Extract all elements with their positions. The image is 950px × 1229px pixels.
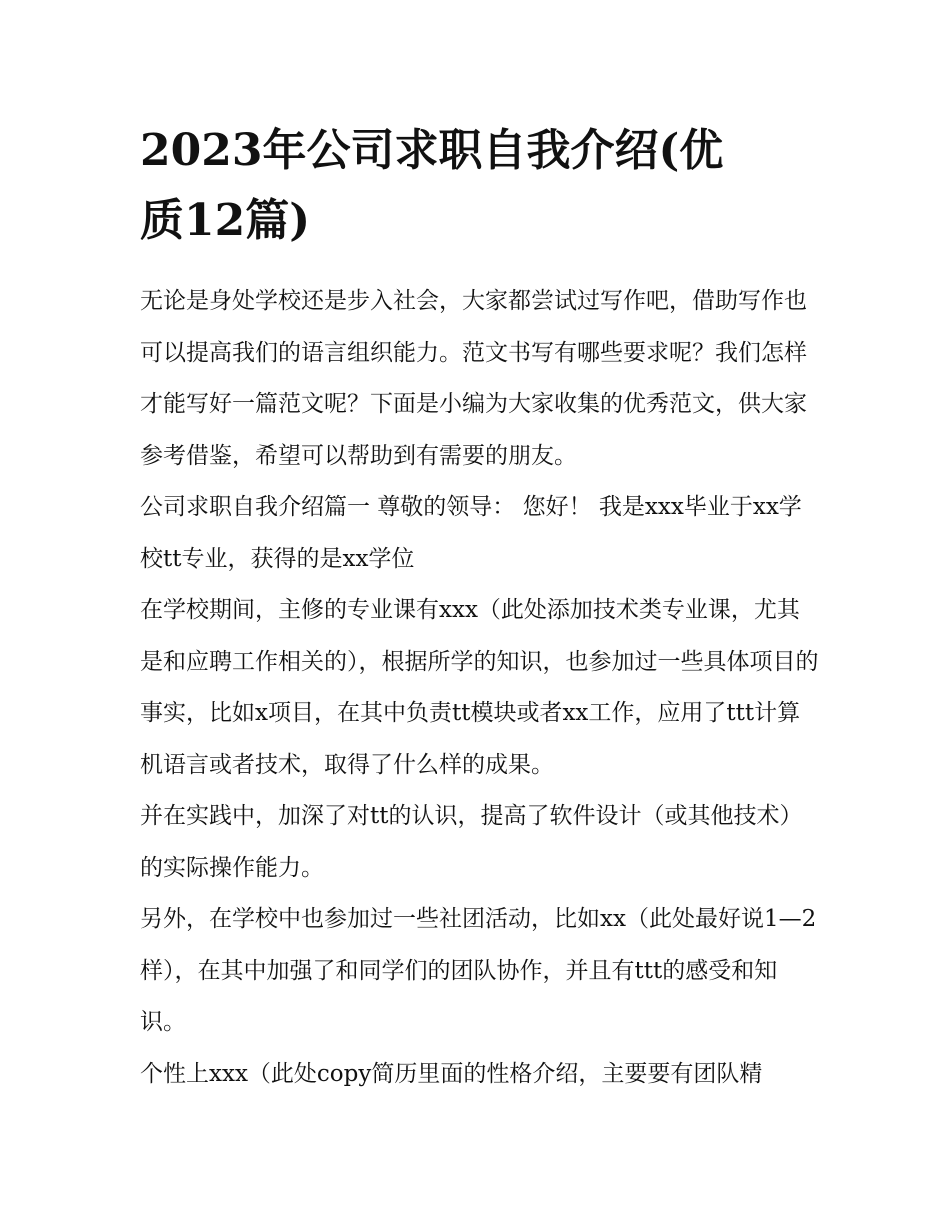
document-body (140, 276, 820, 1100)
paragraph-intro: 无论是身处学校还是步入社会，大家都尝试过写作吧，借助写作也可以提高我们的语言组织能力。范文书写有哪些要求呢？我们怎样才能写好一篇范文呢？下面是小编为大家收集的优秀范文，供大家参考借鉴，希望可以帮助到有需要的朋友。 (140, 288, 807, 469)
paragraph-personality: 个性上xxx（此处copy简历里面的性格介绍，主要要有团队精 (140, 1060, 763, 1087)
title-line-2: 质12篇) (140, 195, 311, 246)
paragraph-greeting: 公司求职自我介绍篇一 尊敬的领导： 您好！ 我是xxx毕业于xx学校tt专业，获得的是xx学位 (140, 494, 802, 572)
title-line-1: 2023年公司求职自我介绍(优 (140, 125, 724, 176)
paragraph-study: 在学校期间，主修的专业课有xxx（此处添加技术类专业课，尤其是和应聘工作相关的），根据所学的知识，也参加过一些具体项目的事实，比如x项目，在其中负责tt模块或者xx工作，应用了ttt计算机语言或者技术，取得了什么样的成果。 (140, 597, 819, 778)
document-title (140, 116, 820, 256)
paragraph-activities: 另外，在学校中也参加过一些社团活动，比如xx（此处最好说1—2样），在其中加强了和同学们的团队协作，并且有ttt的感受和知识。 (140, 906, 817, 1035)
paragraph-practice: 并在实践中，加深了对tt的认识，提高了软件设计（或其他技术）的实际操作能力。 (140, 803, 803, 881)
